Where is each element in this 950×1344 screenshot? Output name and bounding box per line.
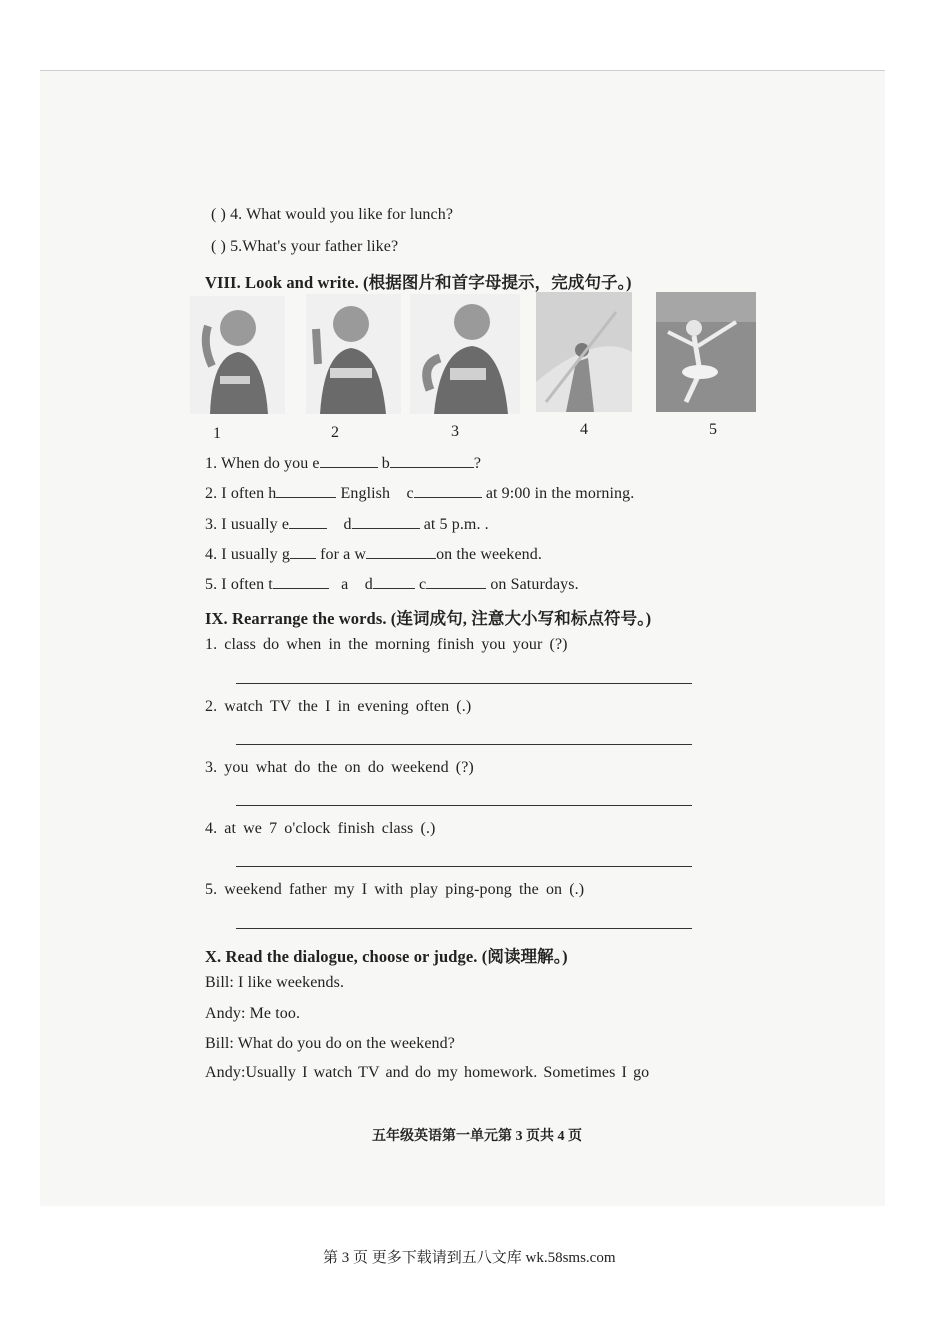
picture-have-english-class bbox=[306, 294, 401, 414]
answer-line[interactable] bbox=[236, 805, 692, 806]
image-number: 2 bbox=[331, 424, 339, 441]
answer-blank[interactable] bbox=[366, 544, 436, 559]
dialogue-line: Bill: I like weekends. bbox=[205, 974, 345, 991]
image-number: 3 bbox=[451, 423, 459, 440]
answer-line[interactable] bbox=[236, 744, 692, 745]
question-q4 bbox=[211, 206, 453, 224]
rearrange-item-5: 5. weekend father my I with play ping-pong the on (.) bbox=[205, 881, 585, 898]
fill-in-item-5: 5. I often t a d c on Saturdays. bbox=[205, 576, 579, 593]
fill-in-item-2: 2. I often h English c at 9:00 in the morning. bbox=[205, 485, 635, 502]
answer-blank[interactable] bbox=[290, 544, 316, 559]
answer-blank[interactable] bbox=[320, 453, 378, 468]
question-text: 4. What would you like for lunch? bbox=[230, 206, 454, 223]
document-page-footer: 第 3 页 更多下载请到五八文库 wk.58sms.com bbox=[323, 1250, 616, 1266]
answer-blank[interactable] bbox=[390, 453, 474, 468]
rearrange-item-4: 4. at we 7 o'clock finish class (.) bbox=[205, 820, 436, 837]
question-text: 5.What's your father like? bbox=[230, 238, 399, 255]
answer-line[interactable] bbox=[236, 683, 692, 684]
dialogue-line: Andy:Usually I watch TV and do my homework. Sometimes I go bbox=[205, 1064, 650, 1081]
answer-blank[interactable] bbox=[352, 514, 420, 529]
fill-in-item-1: 1. When do you e b ? bbox=[205, 455, 482, 472]
answer-paren: ( ) bbox=[211, 206, 226, 223]
worksheet-page-footer: 五年级英语第一单元第 3 页共 4 页 bbox=[372, 1129, 582, 1144]
section-title-rearrange-words: IX. Rearrange the words. (连词成句, 注意大小写和标点符号。) bbox=[205, 609, 652, 628]
section-title-reading: X. Read the dialogue, choose or judge. (阅读理解。) bbox=[205, 947, 568, 966]
dialogue-line: Bill: What do you do on the weekend? bbox=[205, 1035, 455, 1052]
image-number: 5 bbox=[709, 421, 717, 438]
rearrange-item-2: 2. watch TV the I in evening often (.) bbox=[205, 698, 472, 715]
picture-eat-dinner bbox=[410, 294, 520, 414]
answer-paren: ( ) bbox=[211, 238, 226, 255]
image-number: 4 bbox=[580, 421, 588, 438]
answer-blank[interactable] bbox=[426, 574, 486, 589]
picture-go-for-a-walk bbox=[536, 292, 632, 412]
answer-blank[interactable] bbox=[289, 514, 327, 529]
answer-blank[interactable] bbox=[414, 483, 482, 498]
picture-eat-breakfast bbox=[190, 296, 285, 414]
answer-blank[interactable] bbox=[276, 483, 336, 498]
rearrange-item-3: 3. you what do the on do weekend (?) bbox=[205, 759, 474, 776]
answer-blank[interactable] bbox=[373, 574, 415, 589]
answer-blank[interactable] bbox=[273, 574, 329, 589]
rearrange-item-1: 1. class do when in the morning finish you your (?) bbox=[205, 636, 568, 653]
fill-in-item-4: 4. I usually g for a w on the weekend. bbox=[205, 546, 542, 563]
image-number: 1 bbox=[213, 425, 221, 442]
answer-line[interactable] bbox=[236, 928, 692, 929]
question-q5 bbox=[211, 238, 398, 256]
answer-line[interactable] bbox=[236, 866, 692, 867]
fill-in-item-3: 3. I usually e d at 5 p.m. . bbox=[205, 516, 489, 533]
dialogue-line: Andy: Me too. bbox=[205, 1005, 301, 1022]
picture-take-a-dancing-class bbox=[656, 292, 756, 412]
section-title-look-and-write: VIII. Look and write. (根据图片和首字母提示，完成句子。) bbox=[205, 273, 632, 292]
